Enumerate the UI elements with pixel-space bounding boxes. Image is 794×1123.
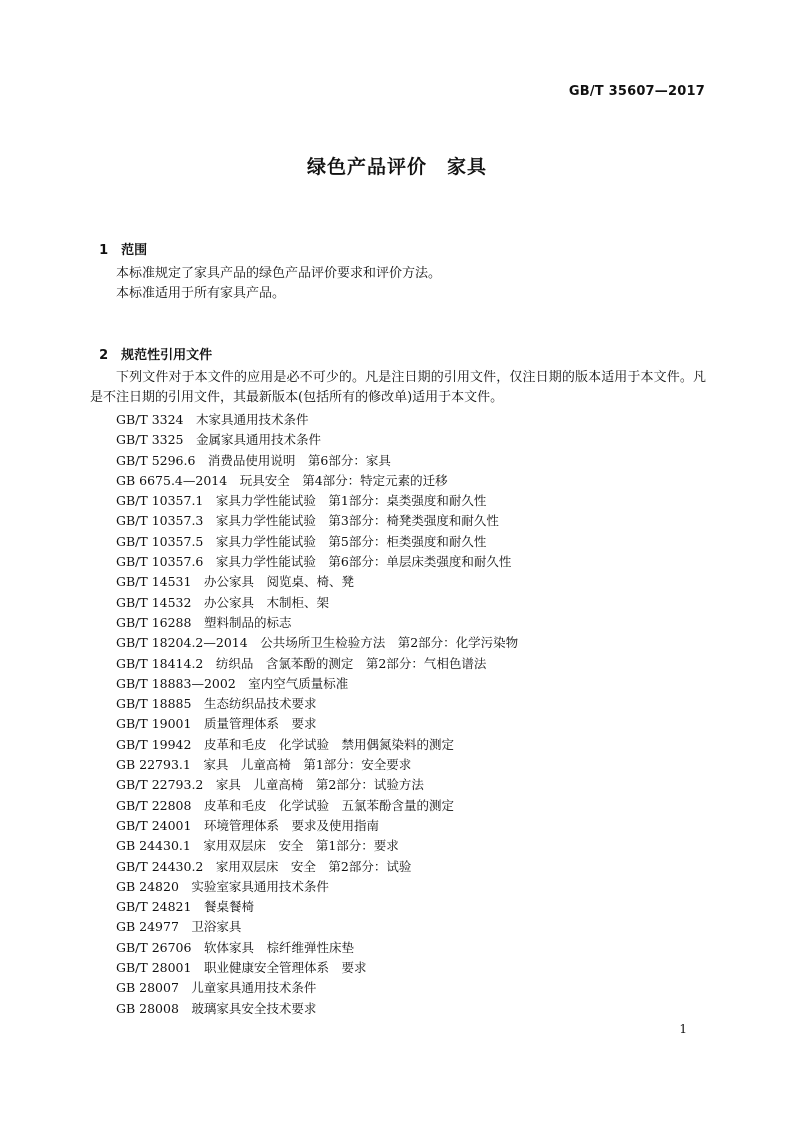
reference-item: GB/T 24821 餐桌餐椅: [116, 899, 254, 915]
section-1-heading: [90, 224, 147, 258]
section-1-number: 1: [99, 243, 109, 258]
page-number: 1: [679, 1022, 687, 1036]
reference-item: GB/T 24001 环境管理体系 要求及使用指南: [116, 817, 379, 833]
reference-item: GB/T 24430.2 家用双层床 安全 第2部分：试验: [116, 858, 412, 874]
reference-item: GB/T 14531 办公家具 阅览桌、椅、凳: [116, 574, 354, 590]
reference-item: GB/T 18204.2—2014 公共场所卫生检验方法 第2部分：化学污染物: [116, 635, 519, 651]
section-2-number: 2: [99, 348, 109, 363]
section-2-heading: [90, 329, 212, 363]
reference-item: GB 6675.4—2014 玩具安全 第4部分：特定元素的迁移: [116, 472, 448, 488]
reference-item: GB/T 18883—2002 室内空气质量标准: [116, 675, 349, 691]
section-2-title: 规范性引用文件: [121, 348, 213, 363]
reference-item: GB/T 10357.1 家具力学性能试验 第1部分：桌类强度和耐久性: [116, 493, 487, 509]
reference-item: GB/T 19001 质量管理体系 要求: [116, 716, 317, 732]
standard-code: GB/T 35607—2017: [568, 84, 705, 99]
document-title: 绿色产品评价 家具: [306, 156, 487, 178]
scope-line-2: 本标准适用于所有家具产品。: [116, 286, 286, 301]
reference-item: GB/T 19942 皮革和毛皮 化学试验 禁用偶氮染料的测定: [116, 736, 454, 752]
reference-item: GB/T 18885 生态纺织品技术要求: [116, 696, 317, 712]
reference-item: GB/T 22793.2 家具 儿童高椅 第2部分：试验方法: [116, 777, 424, 793]
reference-item: GB/T 26706 软体家具 棕纤维弹性床垫: [116, 939, 354, 955]
reference-item: GB 28007 儿童家具通用技术条件: [116, 980, 317, 996]
reference-item: GB/T 22808 皮革和毛皮 化学试验 五氯苯酚含量的测定: [116, 797, 454, 813]
reference-item: GB/T 10357.6 家具力学性能试验 第6部分：单层床类强度和耐久性: [116, 554, 512, 570]
reference-item: GB 24430.1 家用双层床 安全 第1部分：要求: [116, 838, 399, 854]
reference-item: GB 28008 玻璃家具安全技术要求: [116, 1000, 317, 1016]
reference-item: GB/T 28001 职业健康安全管理体系 要求: [116, 960, 367, 976]
reference-list: [116, 410, 518, 1019]
reference-item: GB/T 10357.3 家具力学性能试验 第3部分：椅凳类强度和耐久性: [116, 513, 499, 529]
reference-item: GB/T 14532 办公家具 木制柜、架: [116, 594, 329, 610]
normative-references-intro: 下列文件对于本文件的应用是必不可少的。凡是注日期的引用文件，仅注日期的版本适用于本文件。凡是不注日期的引用文件，其最新版本(包括所有的修改单)适用于本文件。: [90, 370, 706, 406]
reference-item: GB 24820 实验室家具通用技术条件: [116, 878, 329, 894]
reference-item: GB/T 3324 木家具通用技术条件: [116, 412, 309, 427]
scope-line-1: 本标准规定了家具产品的绿色产品评价要求和评价方法。: [116, 266, 442, 281]
reference-item: GB/T 3325 金属家具通用技术条件: [116, 432, 322, 448]
reference-item: GB/T 16288 塑料制品的标志: [116, 614, 292, 630]
reference-item: GB 24977 卫浴家具: [116, 919, 242, 935]
section-1-title: 范围: [121, 243, 148, 258]
reference-item: GB/T 18414.2 纺织品 含氯苯酚的测定 第2部分：气相色谱法: [116, 655, 487, 671]
reference-item: GB 22793.1 家具 儿童高椅 第1部分：安全要求: [116, 757, 412, 773]
reference-item: GB/T 10357.5 家具力学性能试验 第5部分：柜类强度和耐久性: [116, 533, 487, 549]
reference-item: GB/T 5296.6 消费品使用说明 第6部分：家具: [116, 452, 391, 468]
